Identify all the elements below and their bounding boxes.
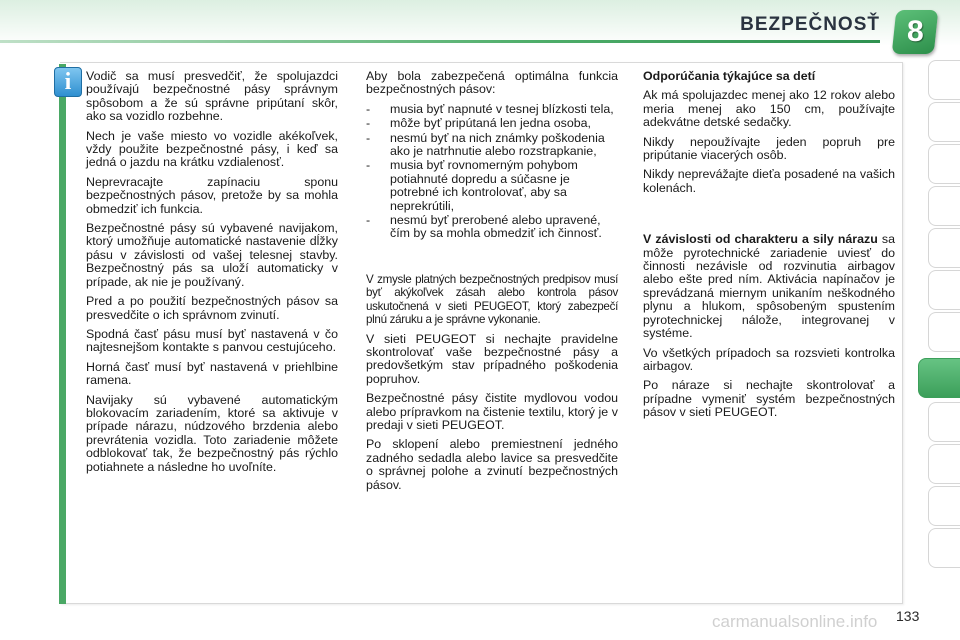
- column-1: [86, 70, 338, 480]
- chapter-tab[interactable]: [928, 444, 960, 484]
- chapter-tabs: [928, 60, 960, 620]
- intro-paragraph: Aby bola zabezpečená optimálna funkcia bezpečnostných pásov:: [366, 69, 618, 97]
- chapter-tab[interactable]: [928, 186, 960, 226]
- chapter-tab[interactable]: [928, 228, 960, 268]
- paragraph: Nikdy nepoužívajte jeden popruh pre pripútanie viacerých osôb.: [643, 134, 895, 163]
- paragraph: V zmysle platných bezpečnostných predpisov musí byť akýkoľvek zásah alebo kontrola pásov uskutočnená v sieti PEUGEOT, ktorý zabezpečí plnú záruku a je správne vykonanie.: [366, 272, 618, 327]
- column-3: [643, 70, 895, 426]
- list-item: - môže byť pripútaná len jedna osoba,: [366, 117, 618, 130]
- paragraph: Horná časť musí byť nastavená v priehlbine ramena.: [86, 359, 338, 388]
- chapter-tab[interactable]: [928, 528, 960, 568]
- paragraph: Vodič sa musí presvedčiť, že spolujazdci používajú bezpečnostné pásy správnym spôsobom a že sú správne pripútaní skôr, ako sa vozidlo rozbehne.: [86, 69, 338, 124]
- chapter-tab-active[interactable]: [918, 358, 960, 398]
- paragraph: Nech je vaše miesto vo vozidle akékoľvek, vždy použite bezpečnostné pásy, i keď sa jedná o jazdu na krátku vzdialenosť.: [86, 128, 338, 170]
- spacer: [643, 201, 895, 233]
- paragraph: Bezpečnostné pásy čistite mydlovou vodou alebo prípravkom na čistenie textilu, ktorý je v predaji v sieti PEUGEOT.: [366, 391, 618, 432]
- chapter-title: BEZPEČNOSŤ: [740, 14, 880, 35]
- chapter-tab[interactable]: [928, 270, 960, 310]
- chapter-tab[interactable]: [928, 486, 960, 526]
- paragraph-rest: sa môže pyrotechnické zariadenie uviesť do činnosti nezávisle od rozvinutia airbagov alebo ešte pred ním. Aktivácia napínačov je sprevádzaná miernym unikaním neškodného plynu a hlukom, spôsobeným spustením pyrotechnickej náložе, integrovanej v systéme.: [643, 232, 896, 341]
- chapter-number-badge: [892, 10, 939, 54]
- chapter-tab[interactable]: [928, 312, 960, 352]
- paragraph: Neprevracajte zapínaciu sponu bezpečnostných pásov, pretože by sa mohla obmedziť ich funkcia.: [86, 174, 338, 216]
- spacer: [366, 247, 618, 273]
- paragraph: Navijaky sú vybavené automatickým blokovacím zariadením, ktoré sa aktivuje v prípade nárazu, núdzového brzdenia alebo prevrátenia vozidla. Toto zariadenie môžete odblokovať tak, že bezpečnostný pás rýchlo potiahnete a následne ho uvoľníte.: [86, 392, 338, 474]
- pretensioner-paragraph: [643, 233, 895, 340]
- paragraph: Bezpečnostné pásy sú vybavené navijakom, ktorý umožňuje automatické nastavenie dĺžky pásu v závislosti od vašej telesnej stavby. Bezpečnostný pás sa uloží automaticky v prípade, ak nie je používaný.: [86, 221, 338, 289]
- chapter-tab[interactable]: [928, 402, 960, 442]
- info-icon: i: [54, 67, 82, 97]
- section-heading: Odporúčania týkajúce sa detí: [643, 69, 816, 83]
- info-stripe: [59, 64, 66, 604]
- list-item: - nesmú byť prerobené alebo upravené, čím by sa mohla obmedziť ich činnosť.: [366, 214, 618, 241]
- watermark: carmanualsonline.info: [712, 612, 878, 631]
- paragraph: Ak má spolujazdec menej ako 12 rokov alebo meria menej ako 150 cm, používajte adekvátne detské sedačky.: [643, 88, 895, 130]
- chapter-number: 8: [906, 15, 924, 48]
- paragraph: Spodná časť pásu musí byť nastavená v čo najtesnejšom kontakte s panvou cestujúceho.: [86, 326, 338, 355]
- bold-lead: V závislosti od charakteru a sily nárazu: [643, 232, 878, 247]
- column-2: [366, 70, 618, 498]
- chapter-tab[interactable]: [928, 102, 960, 142]
- paragraph: Po sklopení alebo premiestnení jedného zadného sedadla alebo lavice sa presvedčite o správnej polohe a zvinutí bezpečnostných pásov.: [366, 437, 618, 492]
- chapter-tab[interactable]: [928, 144, 960, 184]
- list-item: - nesmú byť na nich známky poškodenia ako je natrhnutie alebo rozstrapkanie,: [366, 132, 618, 159]
- list-item: - musia byť napnuté v tesnej blízkosti tela,: [366, 103, 618, 116]
- paragraph: V sieti PEUGEOT si nechajte pravidelne skontrolovať vaše bezpečnostné pásy a predovšetkým stav prípadného poškodenia popruhov.: [366, 331, 618, 386]
- paragraph: Nikdy neprevážajte dieťa posadené na vašich kolenách.: [643, 167, 895, 195]
- belt-rules-list: [366, 103, 618, 241]
- list-item: - musia byť rovnomerným pohybom potiahnuté dopredu a súčasne je potrebné ich kontrolovať, aby sa neprekrútili,: [366, 159, 618, 213]
- page-number: 133: [896, 608, 920, 624]
- paragraph: Pred a po použití bezpečnostných pásov sa presvedčite o ich správnom zvinutí.: [86, 294, 338, 322]
- chapter-tab[interactable]: [928, 60, 960, 100]
- header-line: [0, 40, 880, 43]
- paragraph: Po náraze si nechajte skontrolovať a prípadne vymeniť systém bezpečnostných pásov v sieti PEUGEOT.: [643, 378, 895, 420]
- paragraph: Vo všetkých prípadoch sa rozsvieti kontrolka airbagov.: [643, 345, 895, 373]
